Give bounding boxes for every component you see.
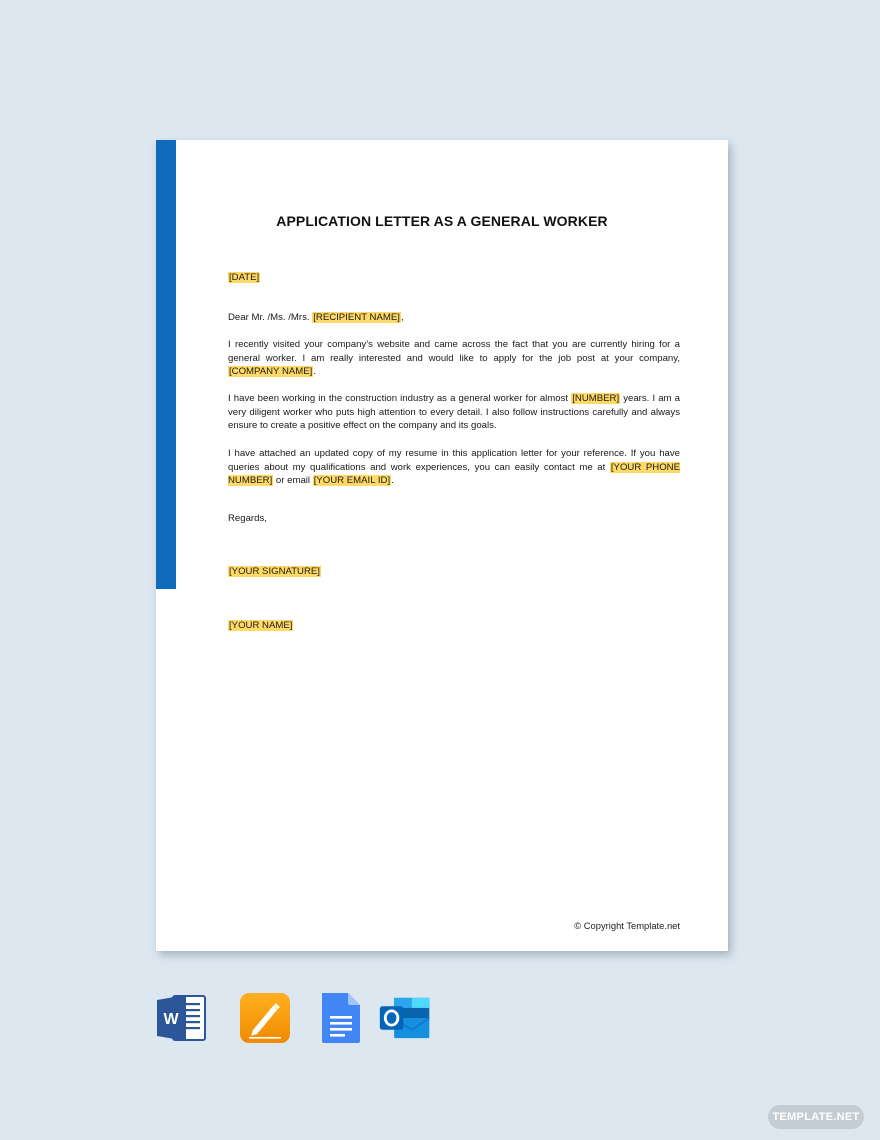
closing: Regards, bbox=[228, 513, 267, 524]
word-icon[interactable] bbox=[156, 992, 208, 1044]
name-line bbox=[228, 619, 680, 633]
letter-page bbox=[156, 140, 728, 951]
paragraph-3-mid: or email bbox=[273, 475, 313, 486]
accent-bar bbox=[156, 140, 176, 589]
document-title: APPLICATION LETTER AS A GENERAL WORKER bbox=[276, 213, 608, 229]
outlook-icon[interactable] bbox=[379, 992, 431, 1044]
paragraph-3-text: I have attached an updated copy of my resume in this application letter for your reference. If you have queries about my qualifications and work experiences, you can easily contact me at bbox=[228, 448, 680, 473]
salutation-prefix: Dear Mr. /Ms. /Mrs. bbox=[228, 312, 313, 323]
paragraph-1-end: . bbox=[313, 366, 317, 377]
name-placeholder: [YOUR NAME] bbox=[229, 620, 293, 631]
google-docs-icon[interactable] bbox=[316, 992, 368, 1044]
signature-line bbox=[228, 565, 680, 579]
number-placeholder: [NUMBER] bbox=[572, 393, 620, 404]
phone-placeholder: [YOUR PHONE NUMBER] bbox=[228, 461, 680, 486]
paragraph-2-end: years. I am a very diligent worker who puts high attention to every detail. I also follow instructions carefully and always ensure to create a positive effect on the company and its goals. bbox=[228, 393, 680, 431]
salutation-suffix: , bbox=[400, 312, 404, 323]
recipient-placeholder: [RECIPIENT NAME] bbox=[313, 312, 400, 323]
paragraph-1-text: I recently visited your company’s website and came across the fact that you are currently hiring for a general worker. I am really interested and would like to apply for the job post at your company, bbox=[228, 339, 680, 364]
date-line bbox=[228, 271, 680, 285]
svg-text:W: W bbox=[163, 1011, 179, 1028]
signature-placeholder: [YOUR SIGNATURE] bbox=[229, 566, 320, 577]
email-placeholder: [YOUR EMAIL ID] bbox=[313, 475, 391, 486]
paragraph-2-text: I have been working in the construction industry as a general worker for almost bbox=[228, 393, 572, 404]
company-placeholder: [COMPANY NAME] bbox=[229, 366, 313, 377]
paragraph-2 bbox=[228, 392, 680, 433]
paragraph-3-end: . bbox=[391, 475, 394, 486]
pages-icon[interactable] bbox=[239, 992, 291, 1044]
salutation bbox=[228, 311, 680, 325]
date-placeholder: [DATE] bbox=[229, 272, 260, 283]
copyright-notice: © Copyright Template.net bbox=[574, 920, 680, 931]
template-watermark-badge: TEMPLATE.NET bbox=[768, 1105, 864, 1129]
paragraph-1 bbox=[228, 338, 680, 379]
paragraph-3 bbox=[228, 447, 680, 488]
